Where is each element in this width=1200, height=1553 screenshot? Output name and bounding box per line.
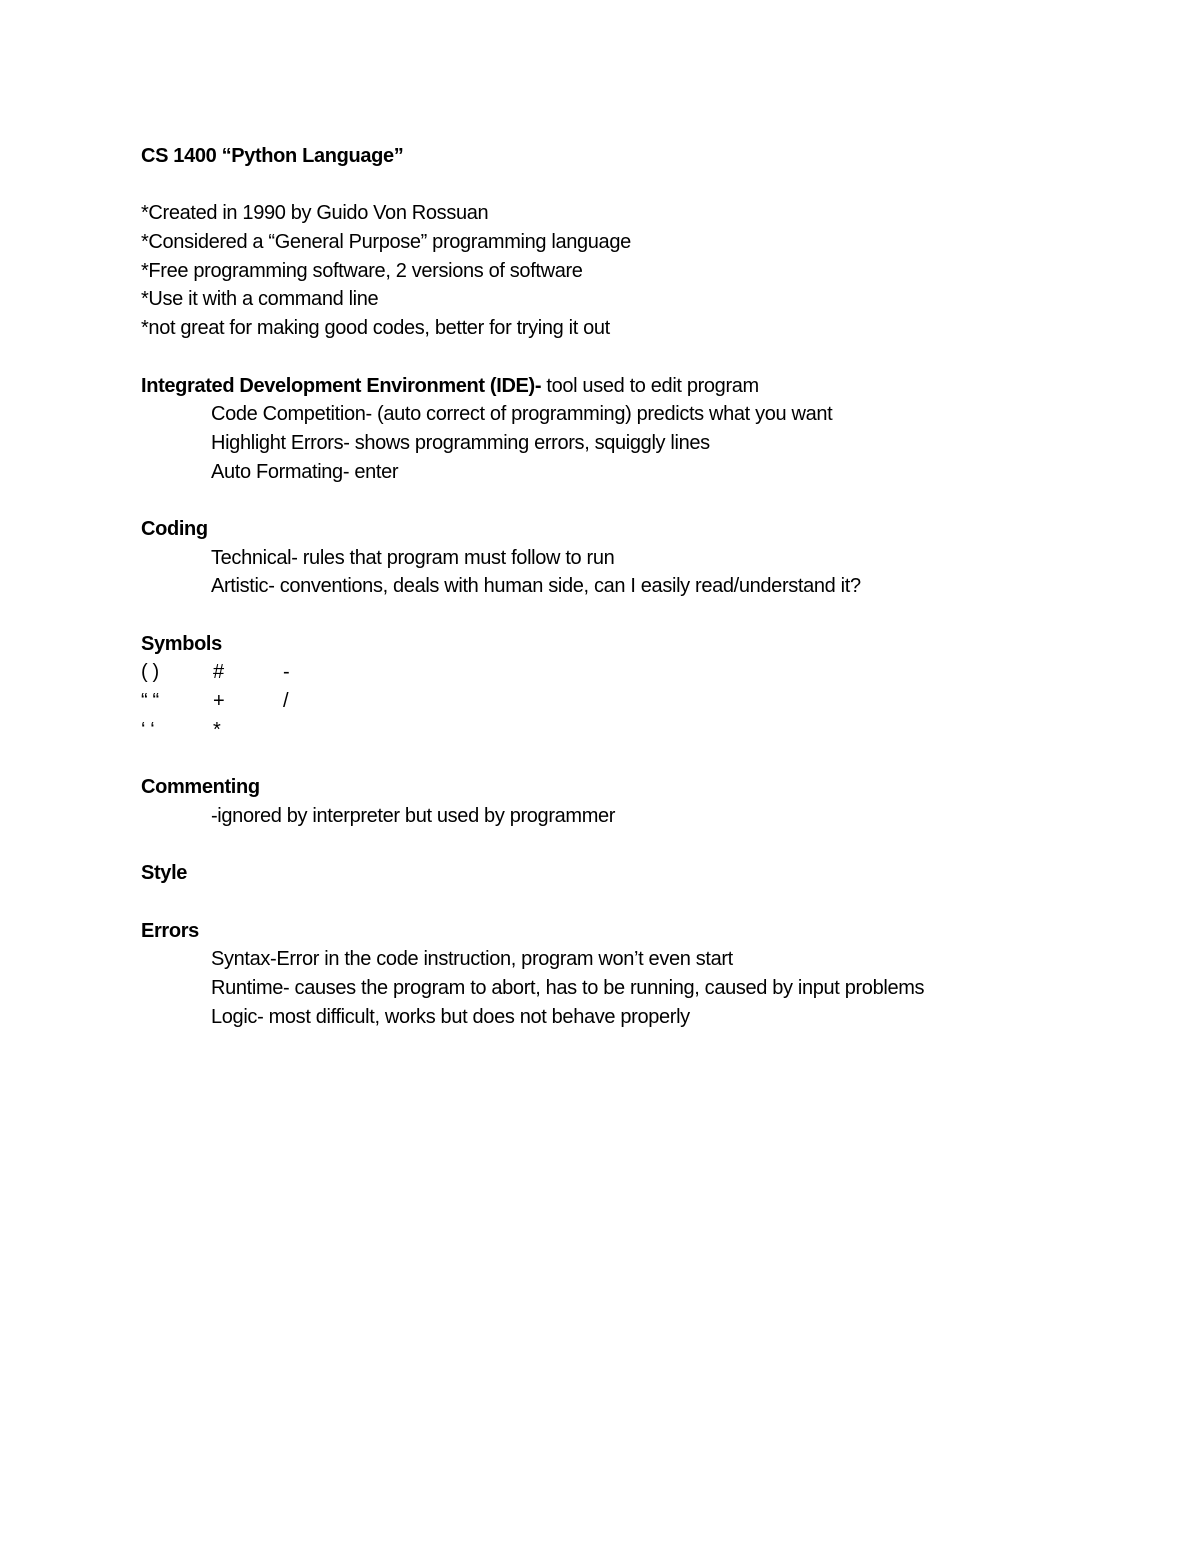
intro-line: *not great for making good codes, better for trying it out [141, 317, 610, 340]
ide-heading-description: tool used to edit program [541, 374, 759, 397]
errors-heading: Errors [141, 919, 199, 942]
ide-item: Auto Formating- enter [211, 460, 399, 483]
errors-item: Runtime- causes the program to abort, has to be running, caused by input problems [211, 976, 925, 999]
intro-line: *Created in 1990 by Guido Von Rossuan [141, 202, 489, 225]
spacer [141, 744, 1141, 773]
errors-item: Syntax-Error in the code instruction, program won’t even start [211, 948, 733, 971]
ide-heading-line [141, 372, 1141, 401]
symbol-cell [283, 716, 353, 745]
symbol-cell: - [283, 661, 290, 684]
coding-item: Artistic- conventions, deals with human side, can I easily read/understand it? [211, 575, 861, 598]
symbol-cell: * [213, 718, 221, 741]
spacer [141, 343, 1141, 372]
document-title: CS 1400 “Python Language” [141, 145, 404, 167]
intro-line: *Considered a “General Purpose” programming language [141, 231, 631, 254]
symbol-cell: ‘ ‘ [141, 718, 155, 741]
ide-item: Code Competition- (auto correct of programming) predicts what you want [211, 403, 833, 426]
spacer [141, 171, 1141, 200]
symbol-cell: ( ) [141, 661, 159, 684]
coding-heading: Coding [141, 517, 208, 540]
intro-line: *Use it with a command line [141, 288, 379, 311]
spacer [141, 831, 1141, 860]
symbol-cell: + [213, 690, 225, 713]
symbols-row [141, 687, 1141, 716]
errors-item: Logic- most difficult, works but does not behave properly [211, 1005, 690, 1028]
symbols-row [141, 658, 1141, 687]
coding-item: Technical- rules that program must follow to run [211, 546, 615, 569]
symbols-heading: Symbols [141, 632, 222, 655]
commenting-heading: Commenting [141, 776, 260, 799]
ide-heading: Integrated Development Environment (IDE)- [141, 374, 542, 397]
spacer [141, 486, 1141, 515]
symbols-row [141, 716, 1141, 745]
symbol-cell: / [283, 690, 289, 713]
commenting-item: -ignored by interpreter but used by programmer [211, 804, 616, 827]
symbol-cell: # [213, 661, 224, 684]
symbol-cell: “ “ [141, 690, 159, 713]
spacer [141, 601, 1141, 630]
style-heading: Style [141, 862, 188, 885]
spacer [141, 888, 1141, 917]
document-body [141, 142, 1141, 1031]
intro-line: *Free programming software, 2 versions of software [141, 259, 583, 282]
ide-item: Highlight Errors- shows programming errors, squiggly lines [211, 431, 710, 454]
